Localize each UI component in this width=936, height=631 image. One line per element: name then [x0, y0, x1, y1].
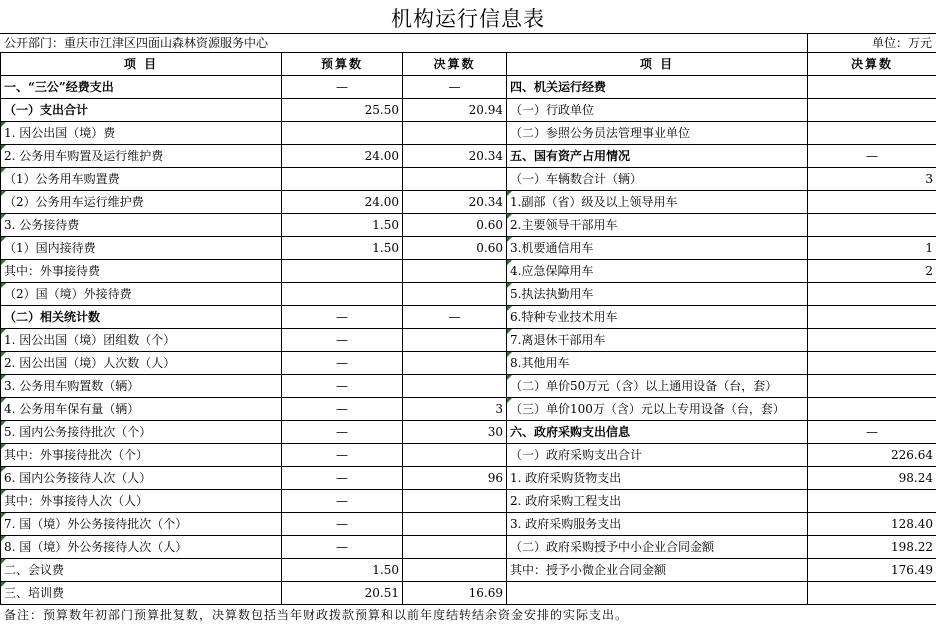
meta-divider	[807, 34, 808, 53]
right-final-value	[808, 306, 936, 329]
budget-value: 1.50	[282, 214, 403, 237]
right-item: 2.主要领导干部用车	[507, 214, 808, 237]
right-final-value: —	[808, 145, 936, 168]
left-item: 4. 公务用车保有量（辆）	[1, 398, 282, 421]
left-item: 其中：外事接待批次（个）	[1, 444, 282, 467]
right-final-value: 2	[808, 260, 936, 283]
final-value: —	[403, 76, 507, 99]
final-value	[403, 352, 507, 375]
table-row	[1, 306, 936, 329]
right-item: 7.离退休干部用车	[507, 329, 808, 352]
table-row	[1, 536, 936, 559]
budget-value: 25.50	[282, 99, 403, 122]
budget-value	[282, 260, 403, 283]
right-final-value: 3	[808, 168, 936, 191]
right-final-value	[808, 375, 936, 398]
final-value	[403, 490, 507, 513]
final-value: —	[403, 306, 507, 329]
meta-row	[0, 33, 936, 53]
right-final-value	[808, 214, 936, 237]
left-item: （1）国内接待费	[1, 237, 282, 260]
department-label: 公开部门：重庆市江津区四面山森林资源服务中心	[4, 36, 269, 50]
left-item: （2）国（境）外接待费	[1, 283, 282, 306]
final-value	[403, 513, 507, 536]
table-row	[1, 329, 936, 352]
final-value	[403, 260, 507, 283]
left-item: （一）支出合计	[1, 99, 282, 122]
left-item: 7. 国（境）外公务接待批次（个）	[1, 513, 282, 536]
right-final-value	[808, 352, 936, 375]
right-item	[507, 582, 808, 605]
final-value: 3	[403, 398, 507, 421]
final-value	[403, 559, 507, 582]
left-item: （二）相关统计数	[1, 306, 282, 329]
left-item: 6. 国内公务接待人次（人）	[1, 467, 282, 490]
right-final-value	[808, 99, 936, 122]
budget-value: —	[282, 513, 403, 536]
final-value: 30	[403, 421, 507, 444]
header-final: 决算数	[403, 53, 507, 76]
header-budget: 预算数	[282, 53, 403, 76]
right-final-value	[808, 582, 936, 605]
budget-value: —	[282, 306, 403, 329]
table-row	[1, 237, 936, 260]
final-value: 0.60	[403, 237, 507, 260]
unit-label: 单位：万元	[871, 36, 932, 50]
footnote: 备注：预算数年初部门预算批复数，决算数包括当年财政拨款预算和以前年度结转结余资金安排的实际支出。	[4, 608, 629, 622]
right-item: （二）单价50万元（含）以上通用设备（台，套）	[507, 375, 808, 398]
table-row	[1, 76, 936, 99]
right-final-value: 176.49	[808, 559, 936, 582]
header-row	[1, 53, 936, 76]
left-item: 3. 公务接待费	[1, 214, 282, 237]
table-row	[1, 352, 936, 375]
table-row	[1, 444, 936, 467]
right-item: 四、机关运行经费	[507, 76, 808, 99]
right-item: 8.其他用车	[507, 352, 808, 375]
budget-value: —	[282, 329, 403, 352]
right-final-value: 128.40	[808, 513, 936, 536]
table-row	[1, 191, 936, 214]
budget-value: 20.51	[282, 582, 403, 605]
left-item: 5. 国内公务接待批次（个）	[1, 421, 282, 444]
info-table	[0, 52, 936, 605]
right-item: 其中：授予小微企业合同金额	[507, 559, 808, 582]
table-row	[1, 99, 936, 122]
budget-value	[282, 168, 403, 191]
budget-value	[282, 122, 403, 145]
right-final-value	[808, 191, 936, 214]
final-value: 96	[403, 467, 507, 490]
right-item: 1. 政府采购货物支出	[507, 467, 808, 490]
right-item: 1.副部（省）级及以上领导用车	[507, 191, 808, 214]
final-value	[403, 444, 507, 467]
final-value	[403, 375, 507, 398]
right-item: 6.特种专业技术用车	[507, 306, 808, 329]
final-value: 20.34	[403, 145, 507, 168]
right-final-value	[808, 283, 936, 306]
budget-value	[282, 283, 403, 306]
header-item: 项 目	[1, 53, 282, 76]
left-item: 其中：外事接待费	[1, 260, 282, 283]
right-final-value: 198.22	[808, 536, 936, 559]
table-row	[1, 513, 936, 536]
left-item: 其中：外事接待人次（人）	[1, 490, 282, 513]
budget-value: —	[282, 444, 403, 467]
left-item: 3. 公务用车购置数（辆）	[1, 375, 282, 398]
final-value: 20.94	[403, 99, 507, 122]
final-value	[403, 122, 507, 145]
right-final-value	[808, 490, 936, 513]
right-item: 3.机要通信用车	[507, 237, 808, 260]
left-item: 2. 因公出国（境）人次数（人）	[1, 352, 282, 375]
final-value: 0.60	[403, 214, 507, 237]
final-value	[403, 536, 507, 559]
right-item: （一）行政单位	[507, 99, 808, 122]
right-item: （二）参照公务员法管理事业单位	[507, 122, 808, 145]
table-row	[1, 467, 936, 490]
left-item: 8. 国（境）外公务接待人次（人）	[1, 536, 282, 559]
right-item: 3. 政府采购服务支出	[507, 513, 808, 536]
budget-value: —	[282, 375, 403, 398]
table-row	[1, 421, 936, 444]
budget-value: 1.50	[282, 559, 403, 582]
left-item: 1. 因公出国（境）团组数（个）	[1, 329, 282, 352]
right-item: 六、政府采购支出信息	[507, 421, 808, 444]
right-final-value: —	[808, 421, 936, 444]
right-final-value: 1	[808, 237, 936, 260]
table-row	[1, 559, 936, 582]
final-value	[403, 283, 507, 306]
right-final-value	[808, 398, 936, 421]
table-row	[1, 490, 936, 513]
final-value	[403, 168, 507, 191]
right-item: （一）车辆数合计（辆）	[507, 168, 808, 191]
table-row	[1, 398, 936, 421]
table-row	[1, 260, 936, 283]
table-row	[1, 145, 936, 168]
left-item: 2. 公务用车购置及运行维护费	[1, 145, 282, 168]
budget-value: —	[282, 398, 403, 421]
final-value: 16.69	[403, 582, 507, 605]
left-item: 二、会议费	[1, 559, 282, 582]
budget-value: —	[282, 467, 403, 490]
right-item: 2. 政府采购工程支出	[507, 490, 808, 513]
left-item: （1）公务用车购置费	[1, 168, 282, 191]
right-item: （二）政府采购授予中小企业合同金额	[507, 536, 808, 559]
table-row	[1, 122, 936, 145]
budget-value: —	[282, 421, 403, 444]
sheet-title: 机构运行信息表	[391, 7, 545, 31]
header-final-right: 决算数	[808, 53, 936, 76]
right-item: （三）单价100万（含）元以上专用设备（台，套）	[507, 398, 808, 421]
budget-value: 24.00	[282, 191, 403, 214]
right-item: 4.应急保障用车	[507, 260, 808, 283]
header-item-right: 项 目	[507, 53, 808, 76]
budget-value: —	[282, 490, 403, 513]
budget-value: —	[282, 536, 403, 559]
left-item: 1. 因公出国（境）费	[1, 122, 282, 145]
right-final-value	[808, 122, 936, 145]
budget-value: —	[282, 76, 403, 99]
final-value: 20.34	[403, 191, 507, 214]
table-row	[1, 283, 936, 306]
right-final-value: 226.64	[808, 444, 936, 467]
right-item: 五、国有资产占用情况	[507, 145, 808, 168]
budget-value: 24.00	[282, 145, 403, 168]
right-final-value: 98.24	[808, 467, 936, 490]
right-item: 5.执法执勤用车	[507, 283, 808, 306]
table-row	[1, 582, 936, 605]
right-final-value	[808, 329, 936, 352]
left-item: 三、培训费	[1, 582, 282, 605]
table-row	[1, 375, 936, 398]
table-row	[1, 214, 936, 237]
left-item: 一、“三公”经费支出	[1, 76, 282, 99]
budget-value: —	[282, 352, 403, 375]
left-item: （2）公务用车运行维护费	[1, 191, 282, 214]
budget-value: 1.50	[282, 237, 403, 260]
final-value	[403, 329, 507, 352]
right-final-value	[808, 76, 936, 99]
right-item: （一）政府采购支出合计	[507, 444, 808, 467]
table-row	[1, 168, 936, 191]
